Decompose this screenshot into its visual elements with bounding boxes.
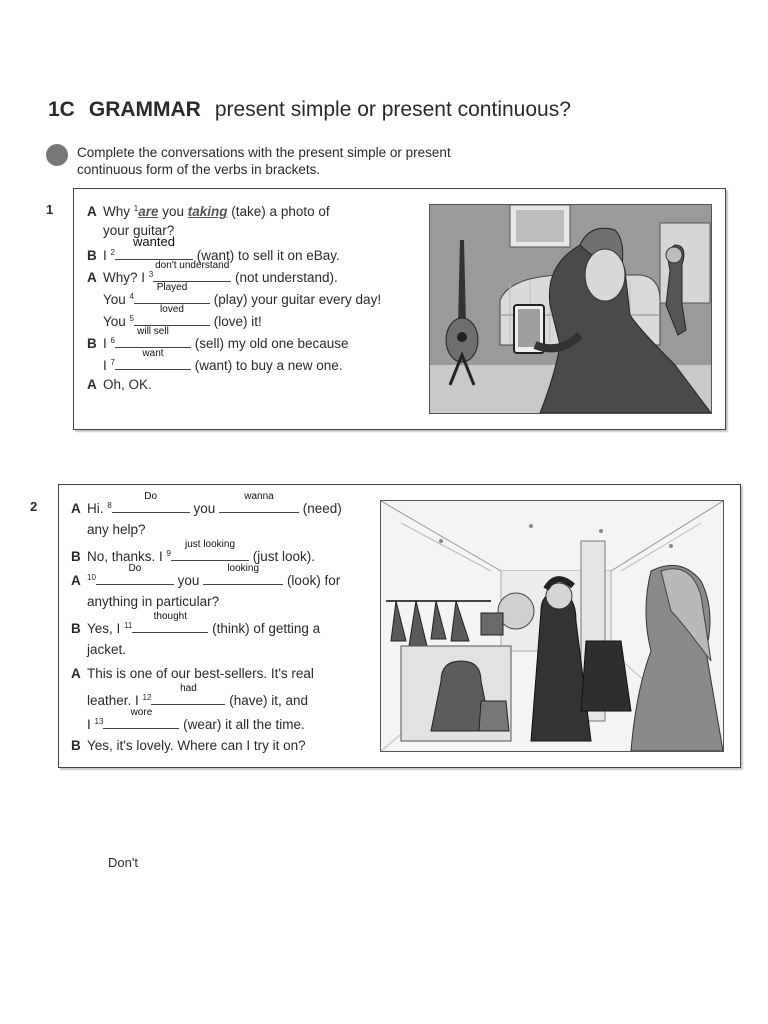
dialogue-line: I $^7$ want (want) to buy a new one.: [87, 352, 381, 374]
answer-text: had: [180, 683, 197, 694]
dialogue-line: leather. I $^{12}$ had (have) it, and: [71, 687, 342, 711]
answer-text: wanna: [244, 491, 274, 502]
dialogue-line: A Why? I $^3$ don't understand (not understand).: [87, 264, 381, 286]
exercise-number-2: 2: [30, 499, 38, 514]
illustration-man-photographing-guitar: [429, 204, 712, 414]
answer-text: Played: [156, 282, 188, 293]
dialogue-line: anything in particular?: [87, 594, 220, 609]
dialogue-line: B Yes, it's lovely. Where can I try it on?: [71, 738, 306, 753]
answer-blank-7[interactable]: [115, 348, 191, 370]
dialogue-line: A Why $^1$are you taking (take) a photo of: [87, 204, 330, 219]
conversation-1: [87, 198, 381, 396]
dialogue-line: A Hi. $^8$ Do you wanna (need): [71, 495, 342, 519]
answer-blank-10[interactable]: [96, 563, 174, 585]
answer-blank-10b[interactable]: [203, 563, 283, 585]
dialogue-line: B I $^6$ will sell (sell) my old one because: [87, 330, 381, 352]
instructions: Complete the conversations with the present simple or present continuous form of the verbs in brackets.: [77, 145, 451, 177]
unit-number: 1C: [48, 98, 75, 121]
circle-bullet-icon: [46, 144, 68, 166]
answer-blank-11[interactable]: [132, 611, 208, 633]
conversation-2: [71, 491, 342, 759]
dialogue-line: You $^5$ loved (love) it!: [87, 308, 381, 330]
answer-blank-13[interactable]: [103, 707, 179, 729]
answer-text: looking: [227, 563, 260, 574]
page-title: [48, 98, 571, 122]
answer-text: loved: [160, 304, 184, 315]
clothes-shop-scene-image: [381, 501, 723, 751]
dialogue-line: A This is one of our best-sellers. It's real: [71, 666, 314, 681]
dialogue-line: B I $^2$ wanted (want) to sell it on eBay.: [87, 242, 381, 264]
illustration-clothes-shop: [380, 500, 724, 752]
answer-text: Do: [128, 563, 142, 574]
answer-text: wanted: [133, 234, 175, 249]
dialogue-line: A Oh, OK.: [87, 377, 152, 392]
topic-title: present simple or present continuous?: [214, 98, 571, 121]
exercise-number-1: 1: [46, 202, 54, 217]
answer-text: just looking: [184, 539, 236, 550]
answer-blank-8[interactable]: [112, 491, 190, 513]
dialogue-line: B No, thanks. I $^9$ just looking (just look).: [71, 543, 342, 567]
answer-text: thought: [153, 611, 188, 622]
guitar-photo-scene-image: [430, 205, 711, 413]
dialogue-line: A $^{10}$ Do you looking (look) for: [71, 567, 342, 591]
dialogue-line: I $^{13}$ wore (wear) it all the time.: [71, 711, 342, 735]
dialogue-line: You $^4$ Played (play) your guitar every day!: [87, 286, 381, 308]
example-answer-2: taking: [187, 204, 228, 219]
answer-text: don't understand: [155, 260, 230, 271]
stray-handwritten-text: Don't: [108, 855, 138, 870]
dialogue-line: jacket.: [87, 642, 127, 657]
dialogue-line: your guitar?: [103, 223, 175, 238]
dialogue-line: B Yes, I $^{11}$ thought (think) of getting a: [71, 615, 342, 639]
answer-text: want: [142, 348, 164, 359]
section-name: GRAMMAR: [88, 98, 201, 121]
example-answer-1: are: [138, 204, 159, 219]
answer-text: wore: [130, 707, 153, 718]
answer-text: Do: [144, 491, 158, 502]
answer-blank-8b[interactable]: [219, 491, 299, 513]
answer-text: will sell: [137, 326, 169, 337]
dialogue-line: any help?: [87, 522, 146, 537]
